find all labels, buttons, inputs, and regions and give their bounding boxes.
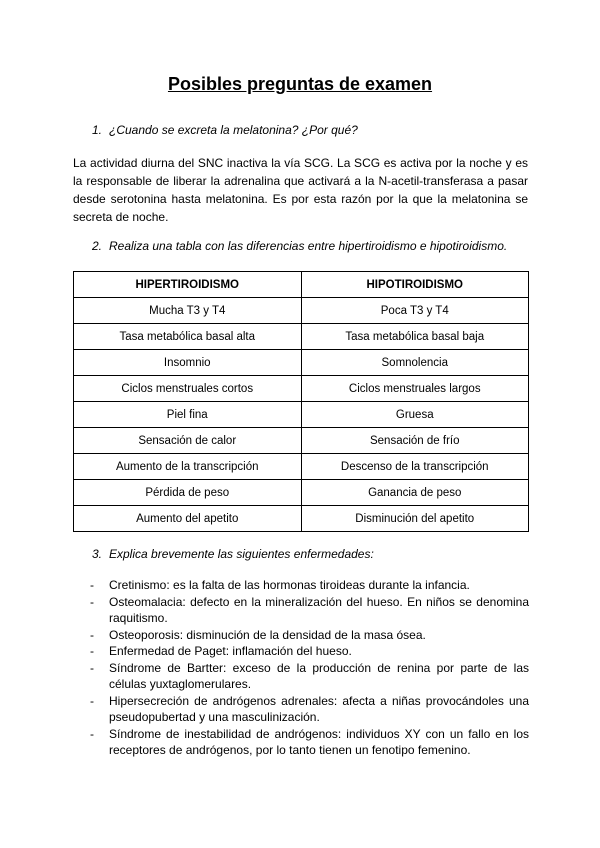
list-dash: - xyxy=(90,578,94,592)
table-cell: Aumento de la transcripción xyxy=(74,454,302,480)
diseases-list xyxy=(73,577,529,759)
list-item-text: Hipersecreción de andrógenos adrenales: afecta a niñas provocándoles una pseudopubertad y una masculinización. xyxy=(109,693,529,724)
table-row xyxy=(74,402,529,428)
table-cell: Aumento del apetito xyxy=(74,506,302,532)
table-row xyxy=(74,298,529,324)
table-cell: Tasa metabólica basal baja xyxy=(301,324,529,350)
question-2 xyxy=(92,239,507,253)
question-3 xyxy=(92,547,374,561)
list-item xyxy=(73,726,529,759)
question-3-text: Explica brevemente las siguientes enfermedades: xyxy=(109,547,374,561)
table-row xyxy=(74,324,529,350)
header-hipotiroidismo: HIPOTIROIDISMO xyxy=(301,272,529,298)
question-2-text: Realiza una tabla con las diferencias entre hipertiroidismo e hipotiroidismo. xyxy=(109,239,508,253)
answer-1-paragraph: La actividad diurna del SNC inactiva la vía SCG. La SCG es activa por la noche y es la responsable de liberar la adrenalina que activará a la N-acetil-transferasa a pasar desde serotonina hasta melatonina. Es por esta razón por la que la melatonina se secreta de noche. xyxy=(73,156,528,224)
table-cell: Tasa metabólica basal alta xyxy=(74,324,302,350)
list-item-text: Osteoporosis: disminución de la densidad de la masa ósea. xyxy=(109,627,426,642)
list-item xyxy=(73,660,529,693)
list-dash: - xyxy=(90,726,94,741)
table-row xyxy=(74,506,529,532)
question-3-number: 3. xyxy=(92,547,103,561)
table-cell: Ganancia de peso xyxy=(301,480,529,506)
table-row xyxy=(74,376,529,402)
table-row xyxy=(74,480,529,506)
table-cell: Gruesa xyxy=(301,402,529,428)
list-dash: - xyxy=(90,660,94,675)
table-cell: Mucha T3 y T4 xyxy=(74,298,302,324)
question-1 xyxy=(92,123,358,137)
table-cell: Descenso de la transcripción xyxy=(301,454,529,480)
table-cell: Sensación de frío xyxy=(301,428,529,454)
list-dash: - xyxy=(90,644,94,658)
list-dash: - xyxy=(90,693,94,708)
table-cell: Piel fina xyxy=(74,402,302,428)
list-item xyxy=(73,693,529,726)
table-cell: Disminución del apetito xyxy=(301,506,529,532)
table-header-row xyxy=(74,272,529,298)
list-item xyxy=(73,627,529,644)
table-cell: Insomnio xyxy=(74,350,302,376)
table-cell: Ciclos menstruales largos xyxy=(301,376,529,402)
list-dash: - xyxy=(90,594,94,609)
question-1-text: ¿Cuando se excreta la melatonina? ¿Por qué? xyxy=(109,123,358,137)
table-cell: Poca T3 y T4 xyxy=(301,298,529,324)
list-dash: - xyxy=(90,627,94,642)
table-cell: Sensación de calor xyxy=(74,428,302,454)
list-item xyxy=(73,594,529,627)
table-cell: Somnolencia xyxy=(301,350,529,376)
list-item-text: Osteomalacia: defecto en la mineralización del hueso. En niños se denomina raquitismo. xyxy=(109,594,529,625)
list-item-text: Enfermedad de Paget: inflamación del hueso. xyxy=(109,644,352,658)
list-item xyxy=(73,577,529,594)
header-hipertiroidismo: HIPERTIROIDISMO xyxy=(74,272,302,298)
table-row xyxy=(74,350,529,376)
list-item xyxy=(73,643,529,660)
list-item-text: Síndrome de Bartter: exceso de la producción de renina por parte de las células yuxtaglomerulares. xyxy=(109,660,529,691)
question-2-number: 2. xyxy=(92,239,103,253)
table-row xyxy=(74,454,529,480)
page-title: Posibles preguntas de examen xyxy=(167,74,433,94)
table-cell: Ciclos menstruales cortos xyxy=(74,376,302,402)
list-item-text: Síndrome de inestabilidad de andrógenos: individuos XY con un fallo en los receptores de andrógenos, por lo tanto tienen un fenotipo femenino. xyxy=(109,726,529,757)
table-cell: Pérdida de peso xyxy=(74,480,302,506)
table-row xyxy=(74,428,529,454)
list-item-text: Cretinismo: es la falta de las hormonas tiroideas durante la infancia. xyxy=(109,578,470,592)
comparison-table xyxy=(73,271,529,532)
question-1-number: 1. xyxy=(92,123,103,137)
